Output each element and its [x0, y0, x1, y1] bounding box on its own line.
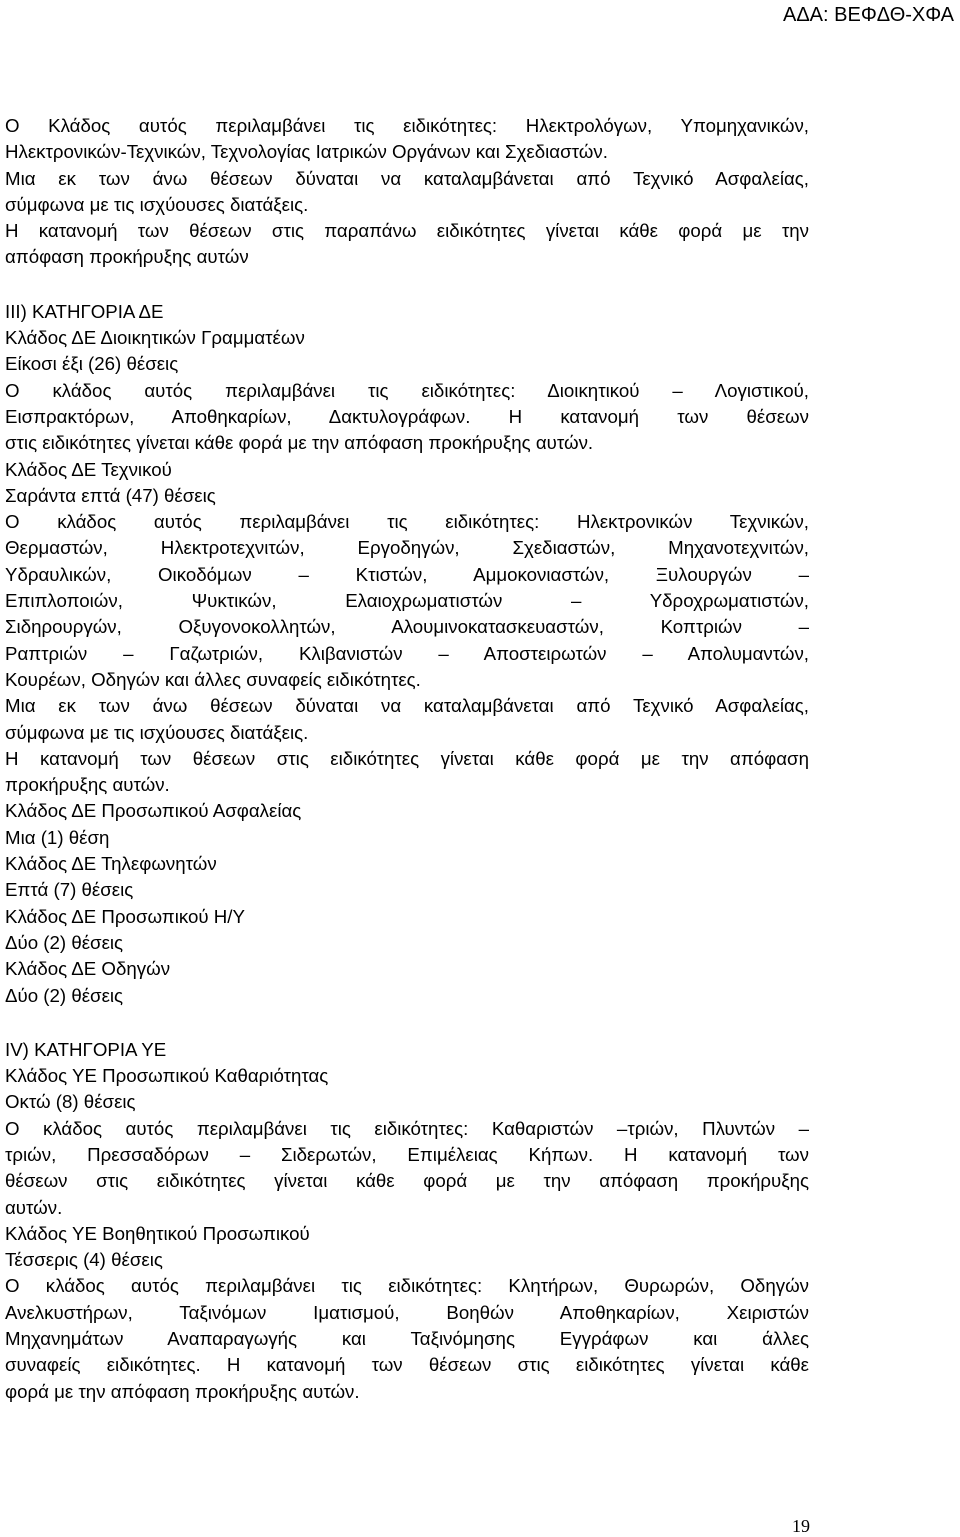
body-text-line: Κλάδος ΔΕ Προσωπικού Η/Υ — [5, 905, 245, 927]
body-text-line: Κλάδος ΔΕ Προσωπικού Ασφαλείας — [5, 800, 302, 822]
body-text-line: απόφαση προκήρυξης αυτών — [5, 246, 249, 268]
body-text-line: Κλάδος ΔΕ Οδηγών — [5, 958, 171, 980]
body-text-line: Μια (1) θέση — [5, 826, 110, 848]
body-text-line: Ο κλάδος αυτός περιλαμβάνει τις ειδικότητες: Κλητήρων, Θυρωρών, Οδηγών — [5, 1275, 809, 1297]
body-text-line: Ο κλάδος αυτός περιλαμβάνει τις ειδικότητες: Καθαριστών –τριών, Πλυντών – — [5, 1117, 809, 1139]
body-text-line: σύμφωνα με τις ισχύουσες διατάξεις. — [5, 721, 309, 743]
body-text-line: συναφείς ειδικότητες. Η κατανομή των θέσεων στις ειδικότητες γίνεται κάθε — [5, 1354, 809, 1376]
body-text-line: τριών, Πρεσσαδόρων – Σιδερωτών, Επιμέλειας Κήπων. Η κατανομή των — [5, 1143, 809, 1165]
body-text-line: Ο κλάδος αυτός περιλαμβάνει τις ειδικότητες: Ηλεκτρονικών Τεχνικών, — [5, 511, 809, 533]
body-text-line: φορά με την απόφαση προκήρυξης αυτών. — [5, 1380, 360, 1402]
body-text-line: Η κατανομή των θέσεων στις ειδικότητες γίνεται κάθε φορά με την απόφαση — [5, 747, 809, 769]
body-text-line: Θερμαστών, Ηλεκτροτεχνιτών, Εργοδηγών, Σχεδιαστών, Μηχανοτεχνιτών, — [5, 537, 809, 559]
body-text-line: Η κατανομή των θέσεων στις παραπάνω ειδικότητες γίνεται κάθε φορά με την — [5, 220, 809, 242]
body-text-line: σύμφωνα με τις ισχύουσες διατάξεις. — [5, 193, 309, 215]
body-text-line: Κλάδος ΥΕ Βοηθητικού Προσωπικού — [5, 1222, 310, 1244]
body-text-line: Ο Κλάδος αυτός περιλαμβάνει τις ειδικότητες: Ηλεκτρολόγων, Υπομηχανικών, — [5, 115, 809, 136]
body-text-line: Κουρέων, Οδηγών και άλλες συναφείς ειδικότητες. — [5, 668, 421, 690]
body-text-line: Εισπρακτόρων, Αποθηκαρίων, Δακτυλογράφων. Η κατανομή των θέσεων — [5, 405, 809, 427]
body-text-line: Μηχανημάτων Αναπαραγωγής και Ταξινόμησης Εγγράφων και άλλες — [5, 1328, 809, 1350]
page-number: 19 — [792, 1516, 810, 1536]
document-body — [5, 113, 809, 1405]
body-text-line: Δύο (2) θέσεις — [5, 931, 124, 953]
body-text-line: Κλάδος ΥΕ Προσωπικού Καθαριότητας — [5, 1065, 329, 1087]
body-text-line: Σιδηρουργών, Οξυγονοκολλητών, Αλουμινοκατασκευαστών, Κοπτριών – — [5, 616, 809, 638]
body-text-line: III) ΚΑΤΗΓΟΡΙΑ ΔΕ — [5, 300, 164, 322]
body-text-line: Κλάδος ΔΕ Τεχνικού — [5, 458, 172, 480]
body-text-line: Υδραυλικών, Οικοδόμων – Κτιστών, Αμμοκονιαστών, Ξυλουργών – — [5, 563, 809, 585]
body-text-line: Τέσσερις (4) θέσεις — [5, 1249, 163, 1271]
body-text-line: Ο κλάδος αυτός περιλαμβάνει τις ειδικότητες: Διοικητικού – Λογιστικού, — [5, 379, 809, 401]
body-text-line: Κλάδος ΔΕ Διοικητικών Γραμματέων — [5, 327, 305, 349]
body-text-line: Ανελκυστήρων, Ταξινόμων Ιματισμού, Βοηθών Αποθηκαρίων, Χειριστών — [5, 1301, 809, 1323]
body-text-line: Μια εκ των άνω θέσεων δύναται να καταλαμβάνεται από Τεχνικό Ασφαλείας, — [5, 695, 809, 717]
paragraph-gap — [5, 1009, 809, 1037]
body-text-line: Ηλεκτρονικών-Τεχνικών, Τεχνολογίας Ιατρικών Οργάνων και Σχεδιαστών. — [5, 141, 608, 163]
body-text-line: Κλάδος ΔΕ Τηλεφωνητών — [5, 853, 217, 875]
body-text-line: Σαράντα επτά (47) θέσεις — [5, 484, 216, 506]
body-text-line: αυτών. — [5, 1196, 63, 1218]
body-text-line: Ραπτριών – Γαζωτριών, Κλιβανιστών – Αποστειρωτών – Απολυμαντών, — [5, 642, 809, 664]
body-text-line: Οκτώ (8) θέσεις — [5, 1091, 136, 1113]
body-text-line: προκήρυξης αυτών. — [5, 774, 170, 796]
body-text-line: Δύο (2) θέσεις — [5, 984, 124, 1006]
body-text-line: Επτά (7) θέσεις — [5, 879, 134, 901]
body-text-line: IV) ΚΑΤΗΓΟΡΙΑ ΥΕ — [5, 1038, 167, 1060]
body-text-line: στις ειδικότητες γίνεται κάθε φορά με την απόφαση προκήρυξης αυτών. — [5, 432, 594, 454]
body-text-line: Μια εκ των άνω θέσεων δύναται να καταλαμβάνεται από Τεχνικό Ασφαλείας, — [5, 167, 809, 189]
body-text-line: θέσεων στις ειδικότητες γίνεται κάθε φορά με την απόφαση προκήρυξης — [5, 1170, 809, 1192]
body-text-line: Επιπλοποιών, Ψυκτικών, Ελαιοχρωματιστών – Υδροχρωματιστών, — [5, 590, 809, 612]
document-header-ada: ΑΔΑ: ΒΕΦΔΘ-ΧΦΑ — [782, 4, 954, 26]
paragraph-gap — [5, 271, 809, 299]
body-text-line: Είκοσι έξι (26) θέσεις — [5, 353, 179, 375]
